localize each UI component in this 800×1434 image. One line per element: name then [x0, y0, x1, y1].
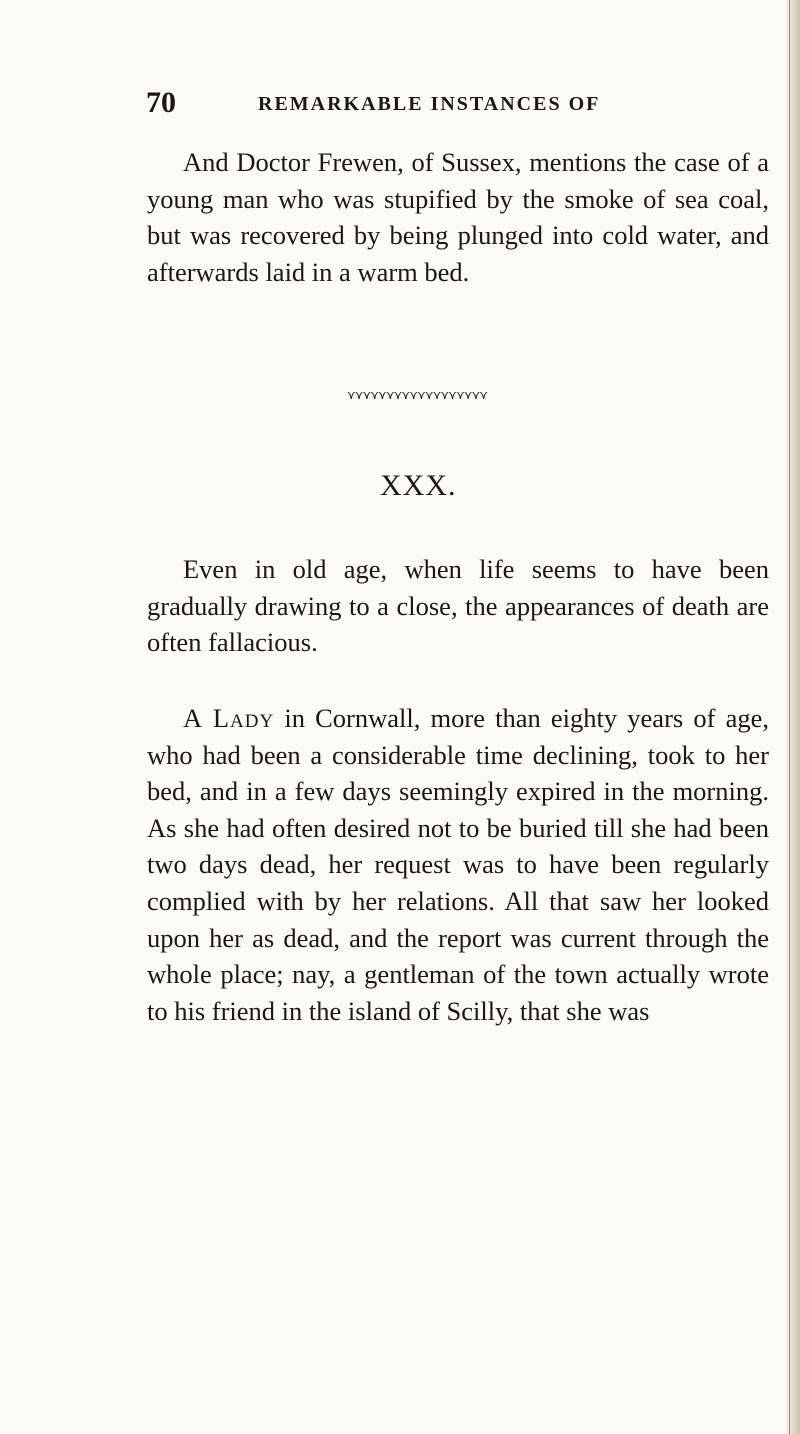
- ornamental-divider: ⋎⋎⋎⋎⋎⋎⋎⋎⋎⋎⋎⋎⋎⋎⋎⋎⋎⋎: [346, 388, 488, 402]
- section-number: XXX.: [380, 469, 457, 502]
- paragraph-lead-words: A Lady: [183, 703, 275, 733]
- paragraph-body: in Cornwall, more than eighty years of age, who had been a considerable time declining, took to her bed, and in a few days seemingly expired in the morning. As she had often desired not to be buried till she had been two days dead, her request was to have been regularly complied with by her relations. All that saw her looked upon her as dead, and the report was current through the whole place; nay, a gentleman of the town actually wrote to his friend in the island of Scilly, that she was: [147, 703, 769, 1026]
- running-head: [146, 86, 686, 120]
- paragraph-cornwall-lady: [147, 700, 769, 1029]
- page-edge-line: [789, 0, 790, 1434]
- page-number: 70: [146, 86, 176, 119]
- paragraph-old-age: Even in old age, when life seems to have been gradually drawing to a close, the appearances of death are often fallacious.: [147, 554, 769, 658]
- running-head-title: REMARKABLE INSTANCES OF: [258, 93, 601, 115]
- paragraph-frewen: And Doctor Frewen, of Sussex, mentions the case of a young man who was stupified by the smoke of sea coal, but was recovered by being plunged into cold water, and afterwards laid in a warm bed.: [147, 147, 769, 287]
